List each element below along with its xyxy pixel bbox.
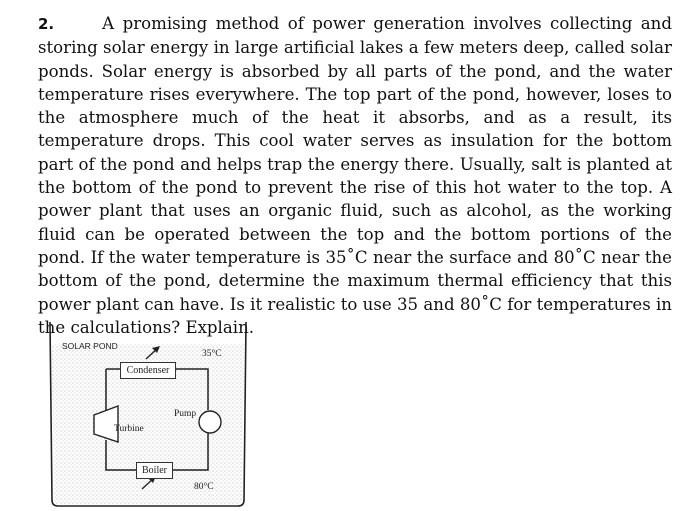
problem-text: A promising method of power generation involves collecting and storing solar energy in large artificial lakes a few meters deep, called solar ponds. Solar energy is absorbed by all parts of the pond, and the water temperature rises everywhere. The top part of the pond, however, loses to the atmosphere much of the heat it absorbs, and as a result, its temperature drops. This cool water serves as insulation for the bottom part of the pond and helps trap the energy there. Usually, salt is planted at the bottom of the pond to prevent the rise of this hot water to the top. A power plant that uses an organic fluid, such as alcohol, as the working fluid can be operated between the top and the bottom portions of the pond. If the water temperature is 35˚C near the surface and 80˚C near the bottom of the pond, determine the maximum thermal efficiency that this power plant can have. Is it realistic to use 35 and 80˚C for temperatures in the calculations? Explain. bbox=[38, 14, 672, 337]
boiler-box: Boiler bbox=[136, 462, 173, 479]
condenser-box: Condenser bbox=[120, 362, 176, 379]
pump-shape bbox=[199, 411, 221, 433]
problem-number: 2. bbox=[38, 15, 55, 33]
problem-statement bbox=[38, 12, 672, 339]
turbine-label: Turbine bbox=[114, 424, 144, 434]
bottom-temperature: 80°C bbox=[194, 482, 214, 492]
pump-label: Pump bbox=[174, 409, 197, 419]
figure-title: SOLAR POND bbox=[62, 341, 118, 351]
top-temperature: 35°C bbox=[202, 349, 222, 359]
solar-pond-figure bbox=[48, 318, 248, 508]
